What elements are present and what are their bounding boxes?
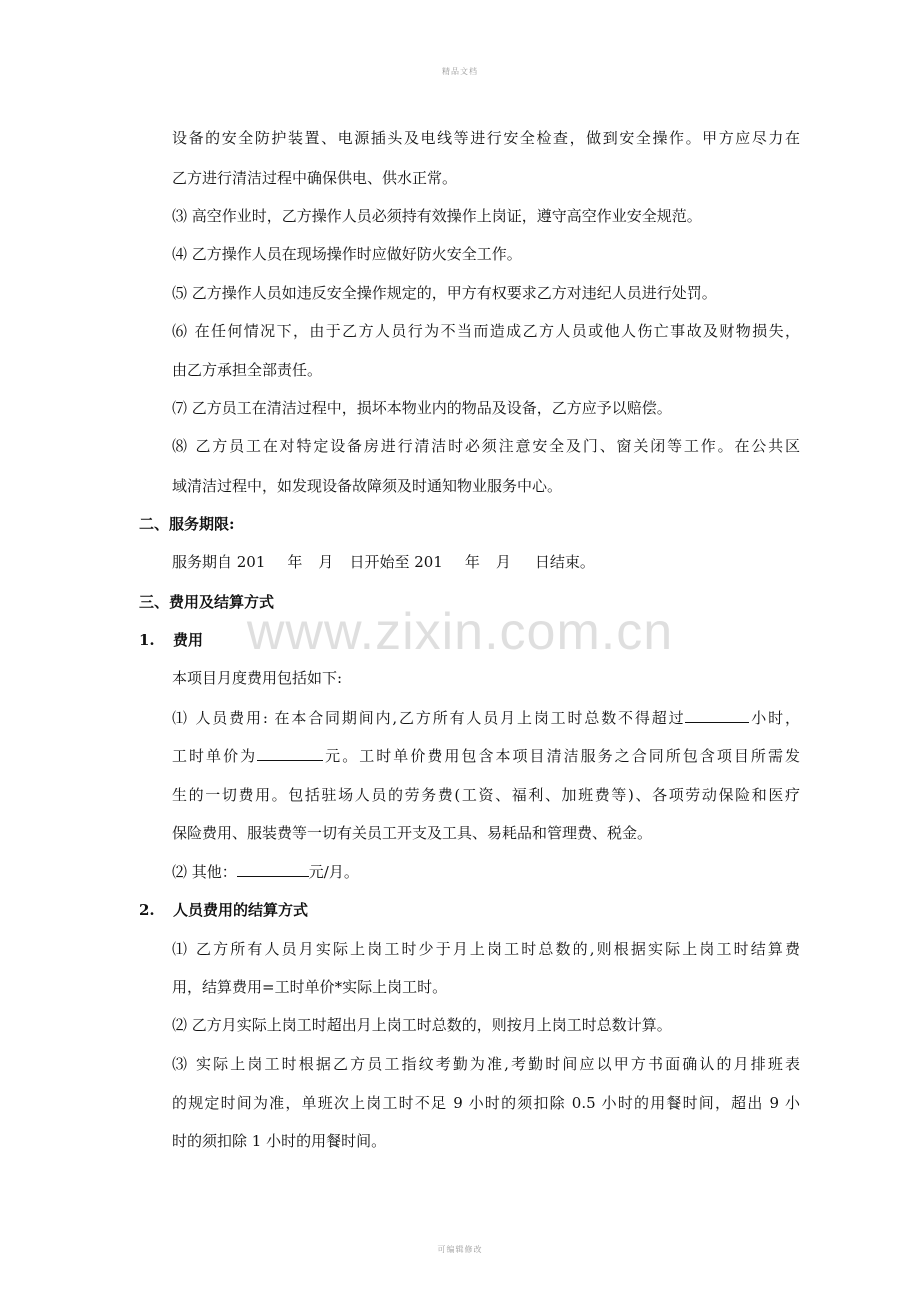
subsection-heading-settlement: [139, 900, 308, 920]
settlement-clause-3: ⑶ 实际上岗工时根据乙方员工指纹考勤为准,考勤时间应以甲方书面确认的月排班表: [172, 1055, 800, 1073]
paragraph-line: 由乙方承担全部责任。: [172, 361, 323, 379]
fee-clause-2: [172, 861, 359, 882]
page-header: 精品文档: [442, 67, 478, 76]
clause-3: ⑶ 高空作业时，乙方操作人员必须持有效操作上岗证，遵守高空作业安全规范。: [172, 207, 702, 225]
clause-7: ⑺ 乙方员工在清洁过程中，损坏本物业内的物品及设备，乙方应予以赔偿。: [172, 399, 672, 417]
subsection-title: 人员费用的结算方式: [173, 901, 309, 919]
page-footer: 可编辑修改: [437, 1245, 483, 1254]
watermark: www.zixin.com.cn: [246, 603, 674, 661]
fee-text: 小时，: [749, 709, 800, 727]
fee-text: ⑵ 其他：: [172, 863, 237, 881]
paragraph-line: 的规定时间为准，单班次上岗工时不足 9 小时的须扣除 0.5 小时的用餐时间，超出 9 小: [172, 1094, 800, 1112]
paragraph-line: 设备的安全防护装置、电源插头及电线等进行安全检查，做到安全操作。甲方应尽力在: [172, 129, 800, 147]
paragraph-line: 生的一切费用。包括驻场人员的劳务费(工资、福利、加班费等)、各项劳动保险和医疗: [172, 786, 800, 804]
term-text: 日结束。: [534, 553, 595, 571]
paragraph-line: 保险费用、服装费等一切有关员工开支及工具、易耗品和管理费、税金。: [172, 824, 653, 842]
fee-clause-1: [172, 707, 800, 728]
term-text: 服务期自 201: [172, 553, 266, 571]
subsection-number: 1.: [139, 631, 155, 649]
term-text: 月: [495, 553, 511, 571]
blank-other-fee-field: [237, 861, 309, 877]
fee-text: 工时单价为: [172, 747, 258, 765]
term-text: 月: [318, 553, 334, 571]
paragraph-line: 域清洁过程中，如发现设备故障须及时通知物业服务中心。: [172, 477, 563, 495]
paragraph-line: 用，结算费用=工时单价*实际上岗工时。: [172, 978, 448, 996]
fee-text: 元/月。: [308, 863, 359, 881]
fee-clause-1-cont: [172, 745, 800, 766]
settlement-clause-2: ⑵ 乙方月实际上岗工时超出月上岗工时总数的，则按月上岗工时总数计算。: [172, 1016, 672, 1034]
paragraph-line: 乙方进行清洁过程中确保供电、供水正常。: [172, 169, 458, 187]
blank-unit-price-field: [257, 745, 323, 761]
clause-6: ⑹ 在任何情况下，由于乙方人员行为不当而造成乙方人员或他人伤亡事故及财物损失，: [172, 322, 800, 340]
paragraph-line: 本项目月度费用包括如下:: [172, 669, 343, 687]
term-text: 日开始至 201: [349, 553, 443, 571]
service-term-line: [172, 552, 595, 572]
blank-hours-field: [685, 707, 749, 723]
section-heading-fees: 三、费用及结算方式: [139, 593, 275, 611]
subsection-number: 2.: [139, 901, 155, 919]
settlement-clause-1: ⑴ 乙方所有人员月实际上岗工时少于月上岗工时总数的,则根据实际上岗工时结算费: [172, 940, 800, 958]
fee-text: 元。工时单价费用包含本项目清洁服务之合同所包含项目所需发: [323, 747, 800, 765]
term-text: 年: [287, 553, 303, 571]
clause-8: ⑻ 乙方员工在对特定设备房进行清洁时必须注意安全及门、窗关闭等工作。在公共区: [172, 437, 800, 455]
subsection-heading-fees: [139, 630, 203, 650]
clause-4: ⑷ 乙方操作人员在现场操作时应做好防火安全工作。: [172, 245, 522, 263]
clause-5: ⑸ 乙方操作人员如违反安全操作规定的，甲方有权要求乙方对违纪人员进行处罚。: [172, 284, 717, 302]
subsection-title: 费用: [173, 631, 204, 649]
fee-text: ⑴ 人员费用: 在本合同期间内,乙方所有人员月上岗工时总数不得超过: [172, 709, 686, 727]
section-heading-service-term: 二、服务期限:: [139, 515, 235, 533]
paragraph-line: 时的须扣除 1 小时的用餐时间。: [172, 1132, 387, 1150]
term-text: 年: [464, 553, 480, 571]
